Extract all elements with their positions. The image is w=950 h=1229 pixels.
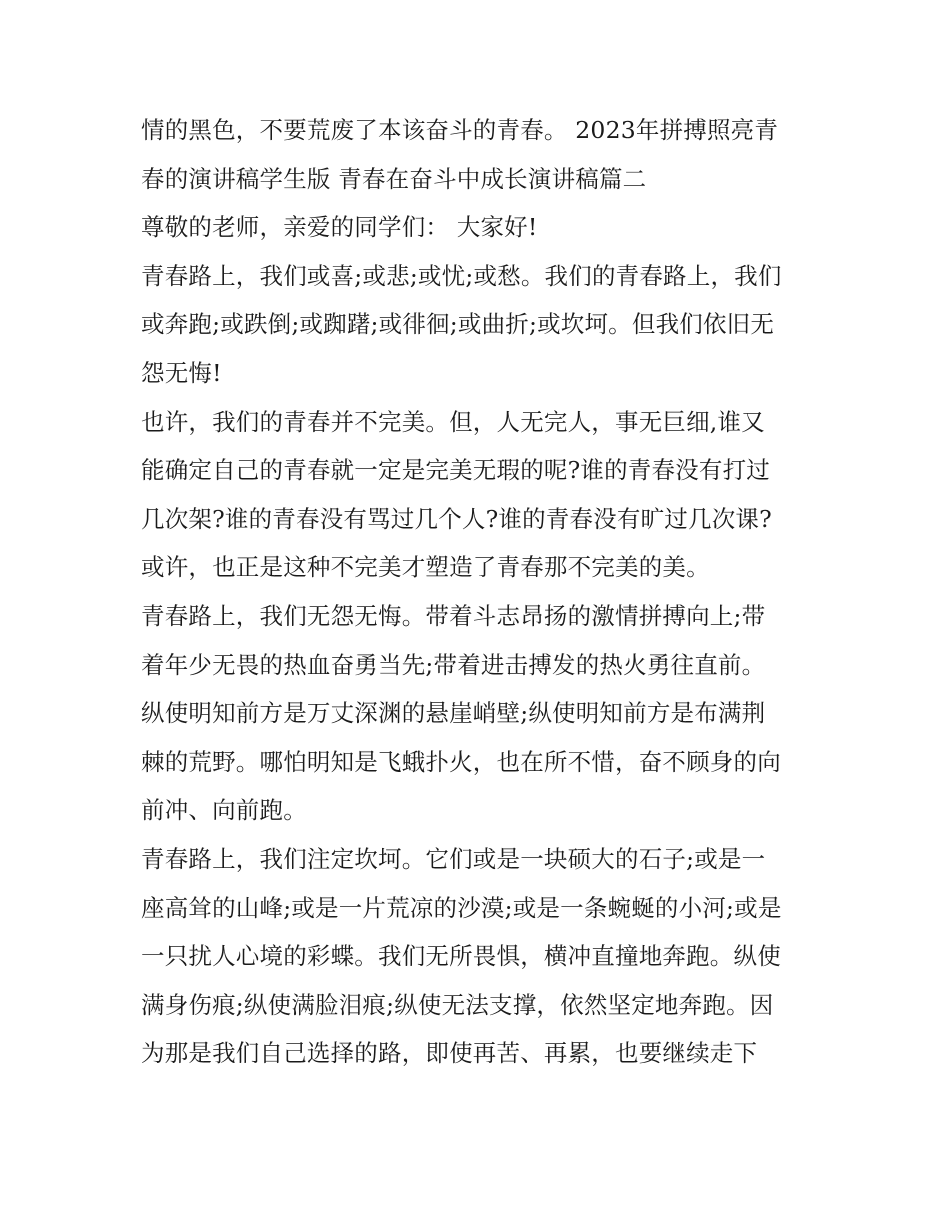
text-line: 怨无悔! — [141, 358, 222, 387]
text-line: 几次架?谁的青春没有骂过几个人?谁的青春没有旷过几次课? — [141, 504, 772, 533]
text-line: 也许，我们的青春并不完美。但，人无完人，事无巨细,谁又 — [141, 407, 765, 436]
text-line: 座高耸的山峰;或是一片荒凉的沙漠;或是一条蜿蜒的小河;或是 — [141, 893, 782, 922]
text-line: 青春路上，我们无怨无悔。带着斗志昂扬的激情拼搏向上;带 — [141, 601, 766, 630]
speech-text-body — [141, 106, 821, 1078]
text-line: 棘的荒野。哪怕明知是飞蛾扑火，也在所不惜，奋不顾身的向 — [141, 747, 781, 776]
text-line: 能确定自己的青春就一定是完美无瑕的呢?谁的青春没有打过 — [141, 456, 770, 485]
text-line: 青春路上，我们注定坎坷。它们或是一块硕大的石子;或是一 — [141, 844, 766, 873]
text-line: 或许，也正是这种不完美才塑造了青春那不完美的美。 — [141, 553, 710, 582]
text-line: 一只扰人心境的彩蝶。我们无所畏惧，横冲直撞地奔跑。纵使 — [141, 942, 781, 971]
text-line: 尊敬的老师，亲爱的同学们： 大家好! — [141, 213, 538, 242]
text-line: 为那是我们自己选择的路，即使再苦、再累，也要继续走下 — [141, 1039, 758, 1068]
text-line: 春的演讲稿学生版 青春在奋斗中成长演讲稿篇二 — [141, 164, 647, 193]
text-line: 青春路上，我们或喜;或悲;或忧;或愁。我们的青春路上，我们 — [141, 261, 782, 290]
text-line: 满身伤痕;纵使满脸泪痕;纵使无法支撑，依然坚定地奔跑。因 — [141, 990, 774, 1019]
text-line: 着年少无畏的热血奋勇当先;带着进击搏发的热火勇往直前。 — [141, 650, 766, 679]
text-line: 前冲、向前跑。 — [141, 796, 307, 825]
text-line: 情的黑色，不要荒废了本该奋斗的青春。 2023年拼搏照亮青 — [141, 116, 779, 144]
text-line: 纵使明知前方是万丈深渊的悬崖峭壁;纵使明知前方是布满荆 — [141, 699, 766, 728]
text-line: 或奔跑;或跌倒;或踟躇;或徘徊;或曲折;或坎坷。但我们依旧无 — [141, 310, 775, 339]
